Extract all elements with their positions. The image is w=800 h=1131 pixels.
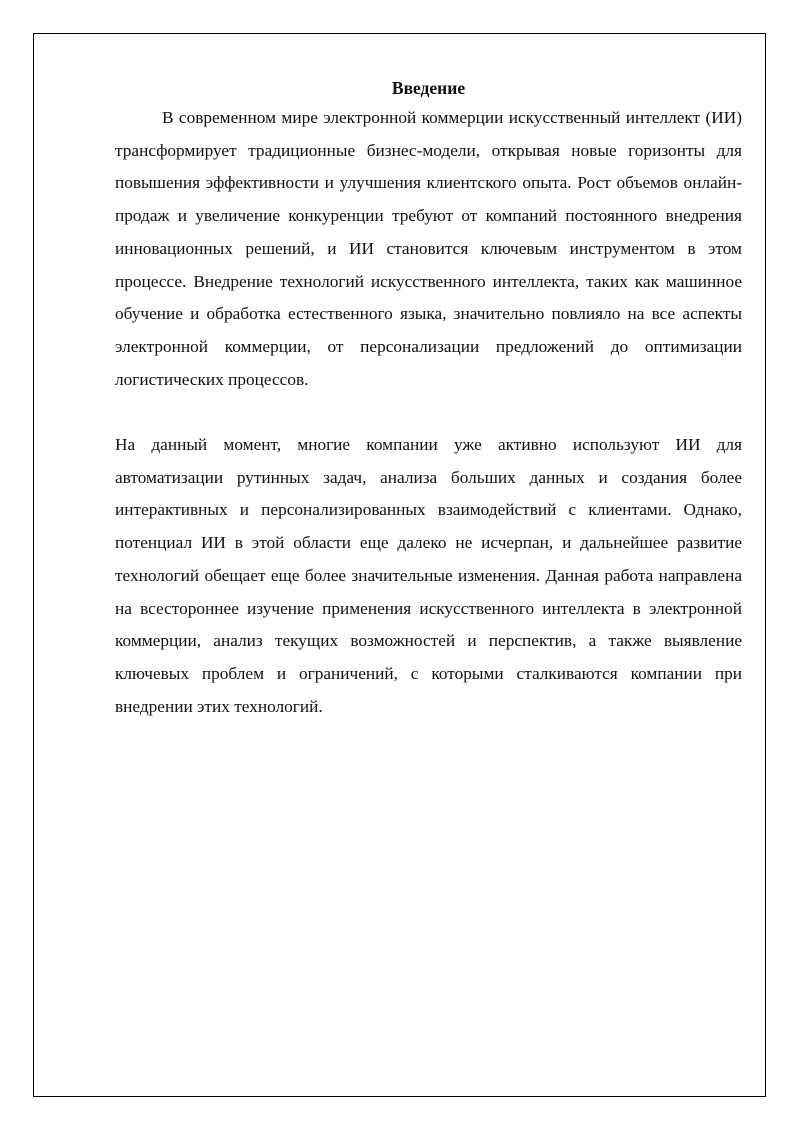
paragraph-current-state: На данный момент, многие компании уже активно используют ИИ для автоматизации рутинных задач, анализа больших данных и создания более интерактивных и персонализированных взаимодействий с клиентами. Однако, потенциал ИИ в этой области еще далеко не исчерпан, и дальнейшее развитие технологий обещает еще более значительные изменения. Данная работа направлена на всестороннее изучение применения искусственного интеллекта в электронной коммерции, анализ текущих возможностей и перспектив, а также выявление ключевых проблем и ограничений, с которыми сталкиваются компании при внедрении этих технологий.	[115, 435, 742, 716]
section-title: Введение	[391, 78, 466, 98]
paragraph-intro: В современном мире электронной коммерции искусственный интеллект (ИИ) трансформирует традиционные бизнес-модели, открывая новые горизонты для повышения эффективности и улучшения клиентского опыта. Рост объемов онлайн-продаж и увеличение конкуренции требуют от компаний постоянного внедрения инновационных решений, и ИИ становится ключевым инструментом в этом процессе. Внедрение технологий искусственного интеллекта, таких как машинное обучение и обработка естественного языка, значительно повлияло на все аспекты электронной коммерции, от персонализации предложений до оптимизации логистических процессов.	[115, 108, 742, 389]
document-body	[115, 74, 742, 723]
